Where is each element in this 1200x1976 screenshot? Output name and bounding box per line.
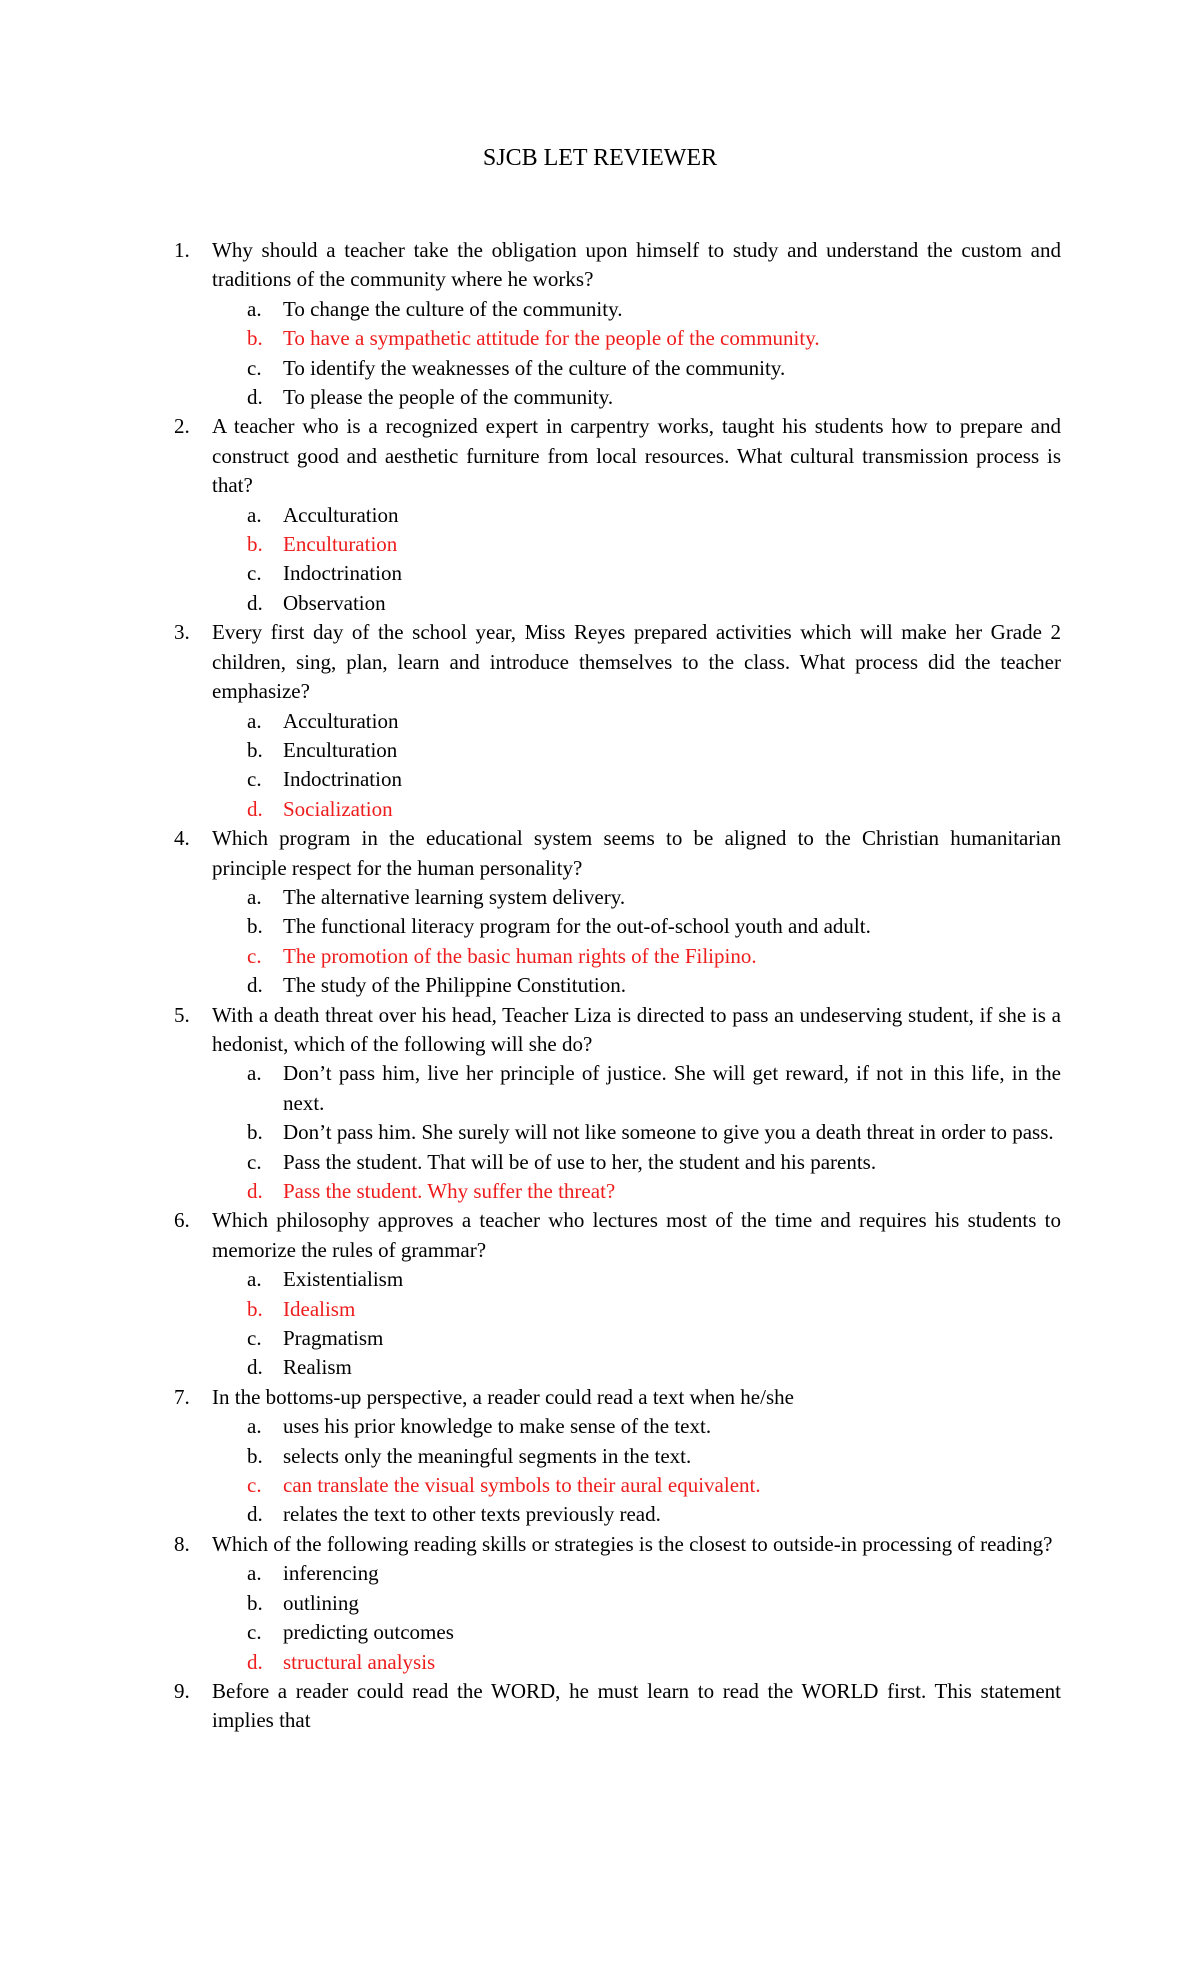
answer-option — [247, 559, 1061, 588]
question-item — [174, 1001, 1061, 1207]
question-text: Which program in the educational system seems to be aligned to the Christian humanitarian principle respect for the human personality? — [212, 826, 1061, 880]
option-letter: d. — [247, 1502, 263, 1527]
option-list — [212, 883, 1061, 1001]
option-text: The functional literacy program for the out-of-school youth and adult. — [283, 914, 871, 939]
question-text: Which philosophy approves a teacher who lectures most of the time and requires his students to memorize the rules of grammar? — [212, 1208, 1061, 1262]
question-item — [174, 1677, 1061, 1736]
option-letter: b. — [247, 1590, 263, 1615]
answer-option — [247, 707, 1061, 736]
question-text: With a death threat over his head, Teacher Liza is directed to pass an undeserving student, if she is a hedonist, which of the following will she do? — [212, 1002, 1061, 1056]
question-number: 7. — [174, 1384, 190, 1409]
option-letter: a. — [247, 502, 262, 527]
option-text: The promotion of the basic human rights of the Filipino. — [283, 943, 757, 968]
option-text: Enculturation — [283, 737, 398, 762]
option-text: Pass the student. That will be of use to her, the student and his parents. — [283, 1149, 877, 1174]
answer-option — [247, 765, 1061, 794]
answer-option — [247, 1589, 1061, 1618]
option-list — [212, 1412, 1061, 1530]
correct-answer-option — [247, 795, 1061, 824]
option-text: Observation — [283, 590, 386, 615]
option-list — [212, 1059, 1061, 1206]
option-letter: a. — [247, 1267, 262, 1292]
question-number: 9. — [174, 1678, 190, 1703]
option-text: To please the people of the community. — [283, 385, 614, 410]
question-list — [174, 236, 1061, 1736]
option-text: uses his prior knowledge to make sense of the text. — [283, 1414, 712, 1439]
question-text: In the bottoms-up perspective, a reader could read a text when he/she — [212, 1384, 794, 1409]
option-text: The study of the Philippine Constitution. — [283, 973, 626, 998]
option-letter: b. — [247, 914, 263, 939]
correct-answer-option — [247, 1648, 1061, 1677]
question-number: 6. — [174, 1208, 190, 1233]
answer-option — [247, 501, 1061, 530]
option-text: selects only the meaningful segments in the text. — [283, 1443, 692, 1468]
option-text: Don’t pass him. She surely will not like someone to give you a death threat in order to pass. — [283, 1120, 1054, 1145]
option-text: predicting outcomes — [283, 1620, 454, 1645]
answer-option — [247, 354, 1061, 383]
option-text: The alternative learning system delivery. — [283, 884, 626, 909]
correct-answer-option — [247, 1471, 1061, 1500]
option-letter: c. — [247, 1326, 262, 1351]
question-number: 5. — [174, 1002, 190, 1027]
option-text: structural analysis — [283, 1649, 436, 1674]
question-text: Before a reader could read the WORD, he must learn to read the WORLD first. This statement implies that — [212, 1678, 1061, 1733]
option-text: Don’t pass him, live her principle of justice. She will get reward, if not in this life, in the next. — [283, 1061, 1061, 1115]
answer-option — [247, 1442, 1061, 1471]
option-text: outlining — [283, 1590, 359, 1615]
option-letter: c. — [247, 767, 262, 792]
answer-option — [247, 912, 1061, 941]
option-text: can translate the visual symbols to their aural equivalent. — [283, 1473, 761, 1498]
page-title: SJCB LET REVIEWER — [482, 145, 718, 171]
option-letter: b. — [247, 1296, 263, 1321]
option-text: Idealism — [283, 1296, 356, 1321]
option-text: Acculturation — [283, 708, 399, 733]
option-letter: d. — [247, 385, 263, 410]
question-item — [174, 618, 1061, 824]
option-list — [212, 1265, 1061, 1383]
option-text: Pragmatism — [283, 1326, 384, 1351]
option-letter: a. — [247, 1061, 262, 1086]
option-text: inferencing — [283, 1561, 379, 1586]
option-letter: b. — [247, 326, 263, 351]
question-number: 1. — [174, 238, 190, 262]
answer-option — [247, 971, 1061, 1000]
answer-option — [247, 383, 1061, 412]
answer-option — [247, 1618, 1061, 1647]
question-item — [174, 1206, 1061, 1382]
option-text: Indoctrination — [283, 767, 402, 792]
question-item — [174, 412, 1061, 618]
question-text: Which of the following reading skills or strategies is the closest to outside-in processing of reading? — [212, 1531, 1053, 1556]
question-number: 3. — [174, 620, 190, 645]
correct-answer-option — [247, 1177, 1061, 1206]
option-letter: c. — [247, 561, 262, 586]
option-letter: d. — [247, 796, 263, 821]
answer-option — [247, 295, 1061, 324]
option-text: Enculturation — [283, 532, 398, 557]
option-letter: d. — [247, 590, 263, 615]
option-letter: d. — [247, 1355, 263, 1380]
question-item — [174, 236, 1061, 412]
answer-option — [247, 1353, 1061, 1382]
option-list — [212, 1559, 1061, 1677]
option-text: To change the culture of the community. — [283, 296, 623, 321]
option-letter: d. — [247, 973, 263, 998]
option-text: To identify the weaknesses of the culture of the community. — [283, 355, 786, 380]
option-text: Indoctrination — [283, 561, 402, 586]
option-text: Pass the student. Why suffer the threat? — [283, 1179, 616, 1203]
option-text: Socialization — [283, 796, 393, 821]
answer-option — [247, 589, 1061, 618]
option-letter: a. — [247, 1561, 262, 1586]
correct-answer-option — [247, 530, 1061, 559]
option-text: Acculturation — [283, 502, 399, 527]
answer-option — [247, 1118, 1061, 1147]
option-letter: d. — [247, 1179, 263, 1203]
option-letter: c. — [247, 943, 262, 968]
answer-option — [247, 1059, 1061, 1118]
option-letter: a. — [247, 296, 262, 321]
option-letter: c. — [247, 1473, 262, 1498]
option-letter: b. — [247, 1443, 263, 1468]
answer-option — [247, 1148, 1061, 1177]
option-letter: c. — [247, 1620, 262, 1645]
option-letter: b. — [247, 532, 263, 557]
option-letter: b. — [247, 737, 263, 762]
option-text: Existentialism — [283, 1267, 404, 1292]
option-list — [212, 295, 1061, 413]
answer-option — [247, 736, 1061, 765]
option-list — [212, 501, 1061, 619]
option-letter: c. — [247, 355, 262, 380]
question-number: 8. — [174, 1531, 190, 1556]
correct-answer-option — [247, 324, 1061, 353]
option-letter: a. — [247, 884, 262, 909]
answer-option — [247, 1559, 1061, 1588]
question-text: Every first day of the school year, Miss Reyes prepared activities which will make her Grade 2 children, sing, plan, learn and introduce themselves to the class. What process did the teacher emphasize? — [212, 620, 1061, 704]
answer-option — [247, 1500, 1061, 1529]
option-list — [212, 707, 1061, 825]
question-text: A teacher who is a recognized expert in carpentry works, taught his students how to prepare and construct good and aesthetic furniture from local resources. What cultural transmission process is that? — [212, 414, 1061, 498]
question-item — [174, 1383, 1061, 1530]
option-text: To have a sympathetic attitude for the people of the community. — [283, 326, 820, 351]
option-letter: a. — [247, 1414, 262, 1439]
correct-answer-option — [247, 942, 1061, 971]
option-text: relates the text to other texts previously read. — [283, 1502, 661, 1527]
option-letter: a. — [247, 708, 262, 733]
answer-option — [247, 1324, 1061, 1353]
question-text: Why should a teacher take the obligation upon himself to study and understand the custom and traditions of the community where he works? — [212, 238, 1061, 292]
question-number: 2. — [174, 414, 190, 439]
correct-answer-option — [247, 1295, 1061, 1324]
option-letter: b. — [247, 1120, 263, 1145]
question-number: 4. — [174, 826, 190, 851]
answer-option — [247, 883, 1061, 912]
option-letter: c. — [247, 1149, 262, 1174]
answer-option — [247, 1265, 1061, 1294]
option-text: Realism — [283, 1355, 352, 1380]
answer-option — [247, 1412, 1061, 1441]
question-item — [174, 824, 1061, 1000]
question-item — [174, 1530, 1061, 1677]
option-letter: d. — [247, 1649, 263, 1674]
